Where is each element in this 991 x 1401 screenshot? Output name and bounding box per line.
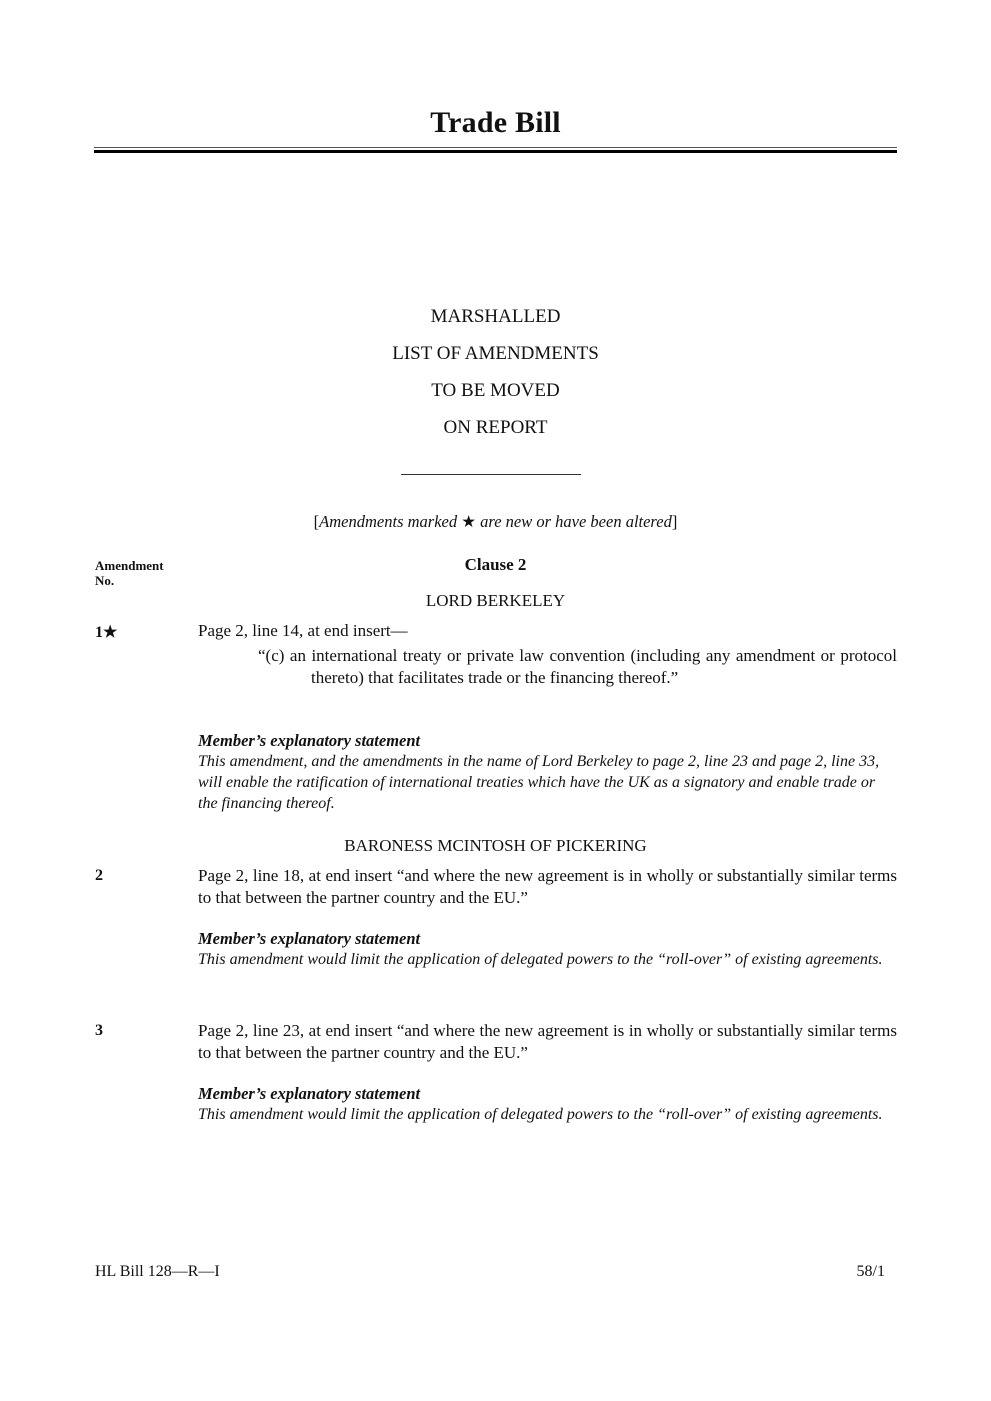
- explanatory-heading: Member’s explanatory statement: [198, 731, 421, 750]
- note-open-bracket: [: [313, 512, 320, 531]
- explanatory-text: This amendment would limit the application of delegated powers to the “roll-over” of existing agreements.: [198, 1106, 883, 1123]
- amendment-number: 3: [95, 1022, 103, 1039]
- clause-heading: Clause 2: [464, 555, 527, 574]
- sponsor-name: BARONESS MCINTOSH OF PICKERING: [344, 836, 647, 855]
- note-close-bracket: ]: [671, 512, 678, 531]
- bill-reference: HL Bill 128—R—I: [95, 1263, 220, 1280]
- heading-line-3: TO BE MOVED: [431, 380, 560, 401]
- column-label-line1: Amendment: [95, 558, 164, 573]
- explanatory-heading: Member’s explanatory statement: [198, 1084, 421, 1103]
- amendment-instruction: Page 2, line 18, at end insert “and where the new agreement is in wholly or substantially similar terms to that between the partner country and the EU.”: [198, 866, 897, 907]
- amendments-note: [0, 512, 991, 532]
- star-icon: ★: [461, 512, 477, 531]
- amendment-number: 2: [95, 867, 103, 884]
- heading-line-2: LIST OF AMENDMENTS: [392, 343, 599, 364]
- explanatory-text: This amendment would limit the application of delegated powers to the “roll-over” of existing agreements.: [198, 951, 883, 968]
- explanatory-heading: Member’s explanatory statement: [198, 929, 421, 948]
- section-divider: [401, 474, 581, 475]
- inserted-text-paragraph: “(c) an international treaty or private law convention (including any amendment or protocol thereto) that facilitates trade or the financing thereof.”: [258, 646, 897, 687]
- amendment-instruction: Page 2, line 23, at end insert “and where the new agreement is in wholly or substantially similar terms to that between the partner country and the EU.”: [198, 1021, 897, 1062]
- note-text-before: Amendments marked: [319, 512, 462, 531]
- heading-line-1: MARSHALLED: [430, 306, 561, 327]
- sponsor-name: LORD BERKELEY: [425, 591, 566, 610]
- column-label-line2: No.: [95, 573, 115, 588]
- note-text-after: are new or have been altered: [476, 512, 672, 531]
- heading-line-4: ON REPORT: [443, 417, 548, 438]
- amendment-number: 1★: [95, 624, 118, 641]
- amendment-instruction: Page 2, line 14, at end insert—: [198, 621, 408, 640]
- title-rule-thick: [94, 150, 897, 153]
- document-title: Trade Bill: [430, 106, 561, 139]
- explanatory-text: This amendment, and the amendments in the name of Lord Berkeley to page 2, line 23 and page 2, line 33, will enable the ratification of international treaties which have the UK as a signatory and enable trade or the financing thereof.: [198, 753, 880, 812]
- page-reference: 58/1: [856, 1263, 885, 1280]
- inserted-text: [258, 645, 897, 689]
- title-rule-thin: [94, 147, 897, 148]
